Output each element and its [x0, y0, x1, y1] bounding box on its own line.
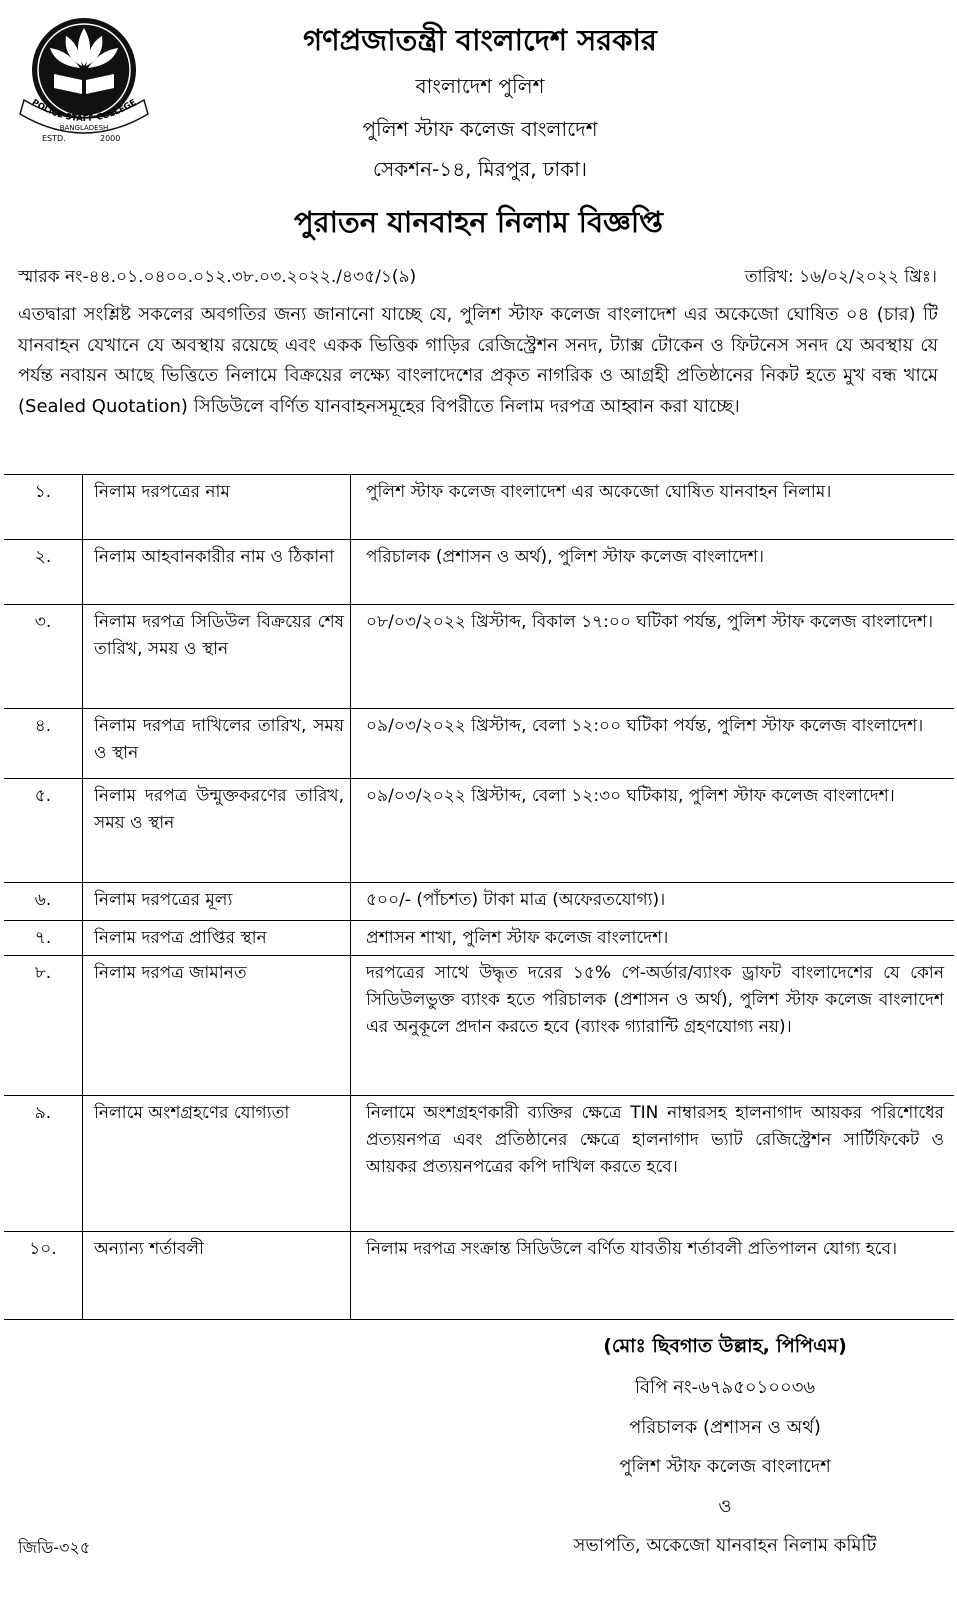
row-number: ৪. — [34, 716, 52, 736]
row-detail: প্রশাসন শাখা, পুলিশ স্টাফ কলেজ বাংলাদেশ। — [366, 928, 669, 948]
row-item: নিলাম দরপত্র দাখিলের তারিখ, সময় ও স্থান — [94, 716, 344, 763]
column-divider — [350, 474, 351, 1320]
logo-text-top: POLICE STAFF COLLEGE — [29, 97, 139, 125]
table-row — [4, 778, 954, 882]
row-number: ৮. — [34, 963, 52, 983]
row-detail: নিলামে অংশগ্রহণকারী ব্যক্তির ক্ষেত্রে TIN নাম্বারসহ হালনাগাদ আয়কর পরিশোধের প্রত্যয়নপত্র এবং প্রতিষ্ঠানের ক্ষেত্রে হালনাগাদ ভ্যাট রেজিস্ট্রেশন সার্টিফিকেট ও আয়কর প্রত্যয়নপত্রের কপি দাখিল করতে হবে। — [366, 1103, 944, 1177]
row-item: নিলাম দরপত্র জামানত — [94, 963, 247, 983]
signatory-name: (মোঃ ছিবগাত উল্লাহ, পিপিএম) — [603, 1335, 847, 1357]
row-detail: নিলাম দরপত্র সংক্রান্ত সিডিউলে বর্ণিত যাবতীয় শর্তাবলী প্রতিপালন যোগ্য হবে। — [366, 1239, 898, 1259]
row-item: নিলাম দরপত্র প্রাপ্তির স্থান — [94, 928, 267, 948]
logo-estd: ESTD. — [42, 134, 66, 143]
row-item: নিলাম আহবানকারীর নাম ও ঠিকানা — [94, 547, 335, 567]
row-item: নিলামে অংশগ্রহণের যোগ্যতা — [94, 1103, 290, 1123]
memo-date: তারিখ: ১৬/০২/২০২২ খ্রিঃ। — [744, 267, 937, 287]
row-number: ৫. — [34, 786, 52, 806]
row-item: নিলাম দরপত্র উন্মুক্তকরণের তারিখ, সময় ও স্থান — [94, 786, 344, 833]
intro-paragraph: এতদ্বারা সংশ্লিষ্ট সকলের অবগতির জন্য জানানো যাচ্ছে যে, পুলিশ স্টাফ কলেজ বাংলাদেশ এর অকেজো ঘোষিত ০৪ (চার) টি যানবাহন যেখানে যে অবস্থায় রয়েছে এবং একক ভিত্তিক গাড়ির রেজিস্ট্রেশন সনদ, ট্যাক্স টোকেন ও ফিটনেস সনদ যে অবস্থায় যে পর্যন্ত নবায়ন আছে ভিত্তিতে নিলামে বিক্রয়ের লক্ষ্যে বাংলাদেশের প্রকৃত নাগরিক ও আগ্রহী প্রতিষ্ঠানের নিকট হতে মুখ বন্ধ খামে (Sealed Quotation) সিডিউলে বর্ণিত যানবাহনসমূহের বিপরীতে নিলাম দরপত্র আহ্বান করা যাচ্ছে। — [18, 304, 938, 417]
signatory-conjunction: ও — [718, 1496, 732, 1517]
row-number: ৭. — [34, 928, 52, 948]
table-row — [4, 539, 954, 604]
auction-details-table — [4, 474, 954, 1320]
table-row — [4, 604, 954, 708]
row-item: অন্যান্য শর্তাবলী — [94, 1239, 204, 1259]
row-number: ২. — [34, 547, 52, 567]
table-row — [4, 882, 954, 920]
office-line: পুলিশ স্টাফ কলেজ বাংলাদেশ — [362, 117, 598, 141]
table-row — [4, 1231, 954, 1320]
table-row — [4, 1095, 954, 1231]
police-staff-college-logo — [14, 8, 154, 148]
signatory-designation: পরিচালক (প্রশাসন ও অর্থ) — [629, 1417, 821, 1438]
address-line: সেকশন-১৪, মিরপুর, ঢাকা। — [372, 157, 588, 181]
table-row — [4, 920, 954, 955]
row-item: নিলাম দরপত্রের নাম — [94, 482, 230, 502]
row-number: ১০. — [29, 1239, 57, 1259]
signatory-organization: পুলিশ স্টাফ কলেজ বাংলাদেশ — [619, 1456, 831, 1477]
signatory-bp-number: বিপি নং-৬৭৯৫০১০০৩৬ — [634, 1377, 816, 1398]
gd-code: জিডি-৩২৫ — [18, 1538, 91, 1557]
row-detail: ০৯/০৩/২০২২ খ্রিস্টাব্দ, বেলা ১২:৩০ ঘটিকায়, পুলিশ স্টাফ কলেজ বাংলাদেশ। — [366, 786, 895, 806]
row-detail: দরপত্রের সাথে উদ্ধৃত দরের ১৫% পে-অর্ডার/ব্যাংক ড্রাফট বাংলাদেশের যে কোন সিডিউলভুক্ত ব্যাংক হতে পরিচালক (প্রশাসন ও অর্থ), পুলিশ স্টাফ কলেজ বাংলাদেশ এর অনুকূলে প্রদান করতে হবে (ব্যাংক গ্যারান্টি গ্রহণযোগ্য নয়)। — [366, 963, 944, 1037]
row-detail: পুলিশ স্টাফ কলেজ বাংলাদেশ এর অকেজো ঘোষিত যানবাহন নিলাম। — [366, 482, 832, 502]
table-row — [4, 955, 954, 1095]
memo-number: স্মারক নং-৪৪.০১.০৪০০.০১২.৩৮.০৩.২০২২./৪৩৫/১(৯) — [18, 267, 417, 287]
row-number: ৩. — [34, 612, 52, 632]
logo-text-bottom: BANGLADESH — [59, 124, 109, 132]
row-detail: ০৮/০৩/২০২২ খ্রিস্টাব্দ, বিকাল ১৭:০০ ঘটিকা পর্যন্ত, পুলিশ স্টাফ কলেজ বাংলাদেশ। — [366, 612, 934, 632]
signatory-committee: সভাপতি, অকেজো যানবাহন নিলাম কমিটি — [573, 1535, 877, 1556]
row-number: ১. — [34, 482, 52, 502]
government-heading: গণপ্রজাতন্ত্রী বাংলাদেশ সরকার — [303, 23, 657, 57]
notice-title: পুরাতন যানবাহন নিলাম বিজ্ঞপ্তি — [294, 205, 663, 239]
row-detail: পরিচালক (প্রশাসন ও অর্থ), পুলিশ স্টাফ কলেজ বাংলাদেশ। — [366, 547, 764, 567]
row-item: নিলাম দরপত্র সিডিউল বিক্রয়ের শেষ তারিখ, সময় ও স্থান — [94, 612, 344, 659]
column-divider — [82, 474, 83, 1320]
table-row — [4, 708, 954, 778]
row-number: ৯. — [34, 1103, 52, 1123]
logo-year: 2000 — [100, 134, 121, 143]
row-number: ৬. — [34, 890, 52, 910]
department-line: বাংলাদেশ পুলিশ — [415, 74, 545, 98]
row-detail: ০৯/০৩/২০২২ খ্রিস্টাব্দ, বেলা ১২:০০ ঘটিকা পর্যন্ত, পুলিশ স্টাফ কলেজ বাংলাদেশ। — [366, 716, 924, 736]
table-row — [4, 474, 954, 539]
row-detail: ৫০০/- (পাঁচশত) টাকা মাত্র (অফেরতযোগ্য)। — [366, 890, 666, 910]
row-item: নিলাম দরপত্রের মূল্য — [94, 890, 233, 910]
